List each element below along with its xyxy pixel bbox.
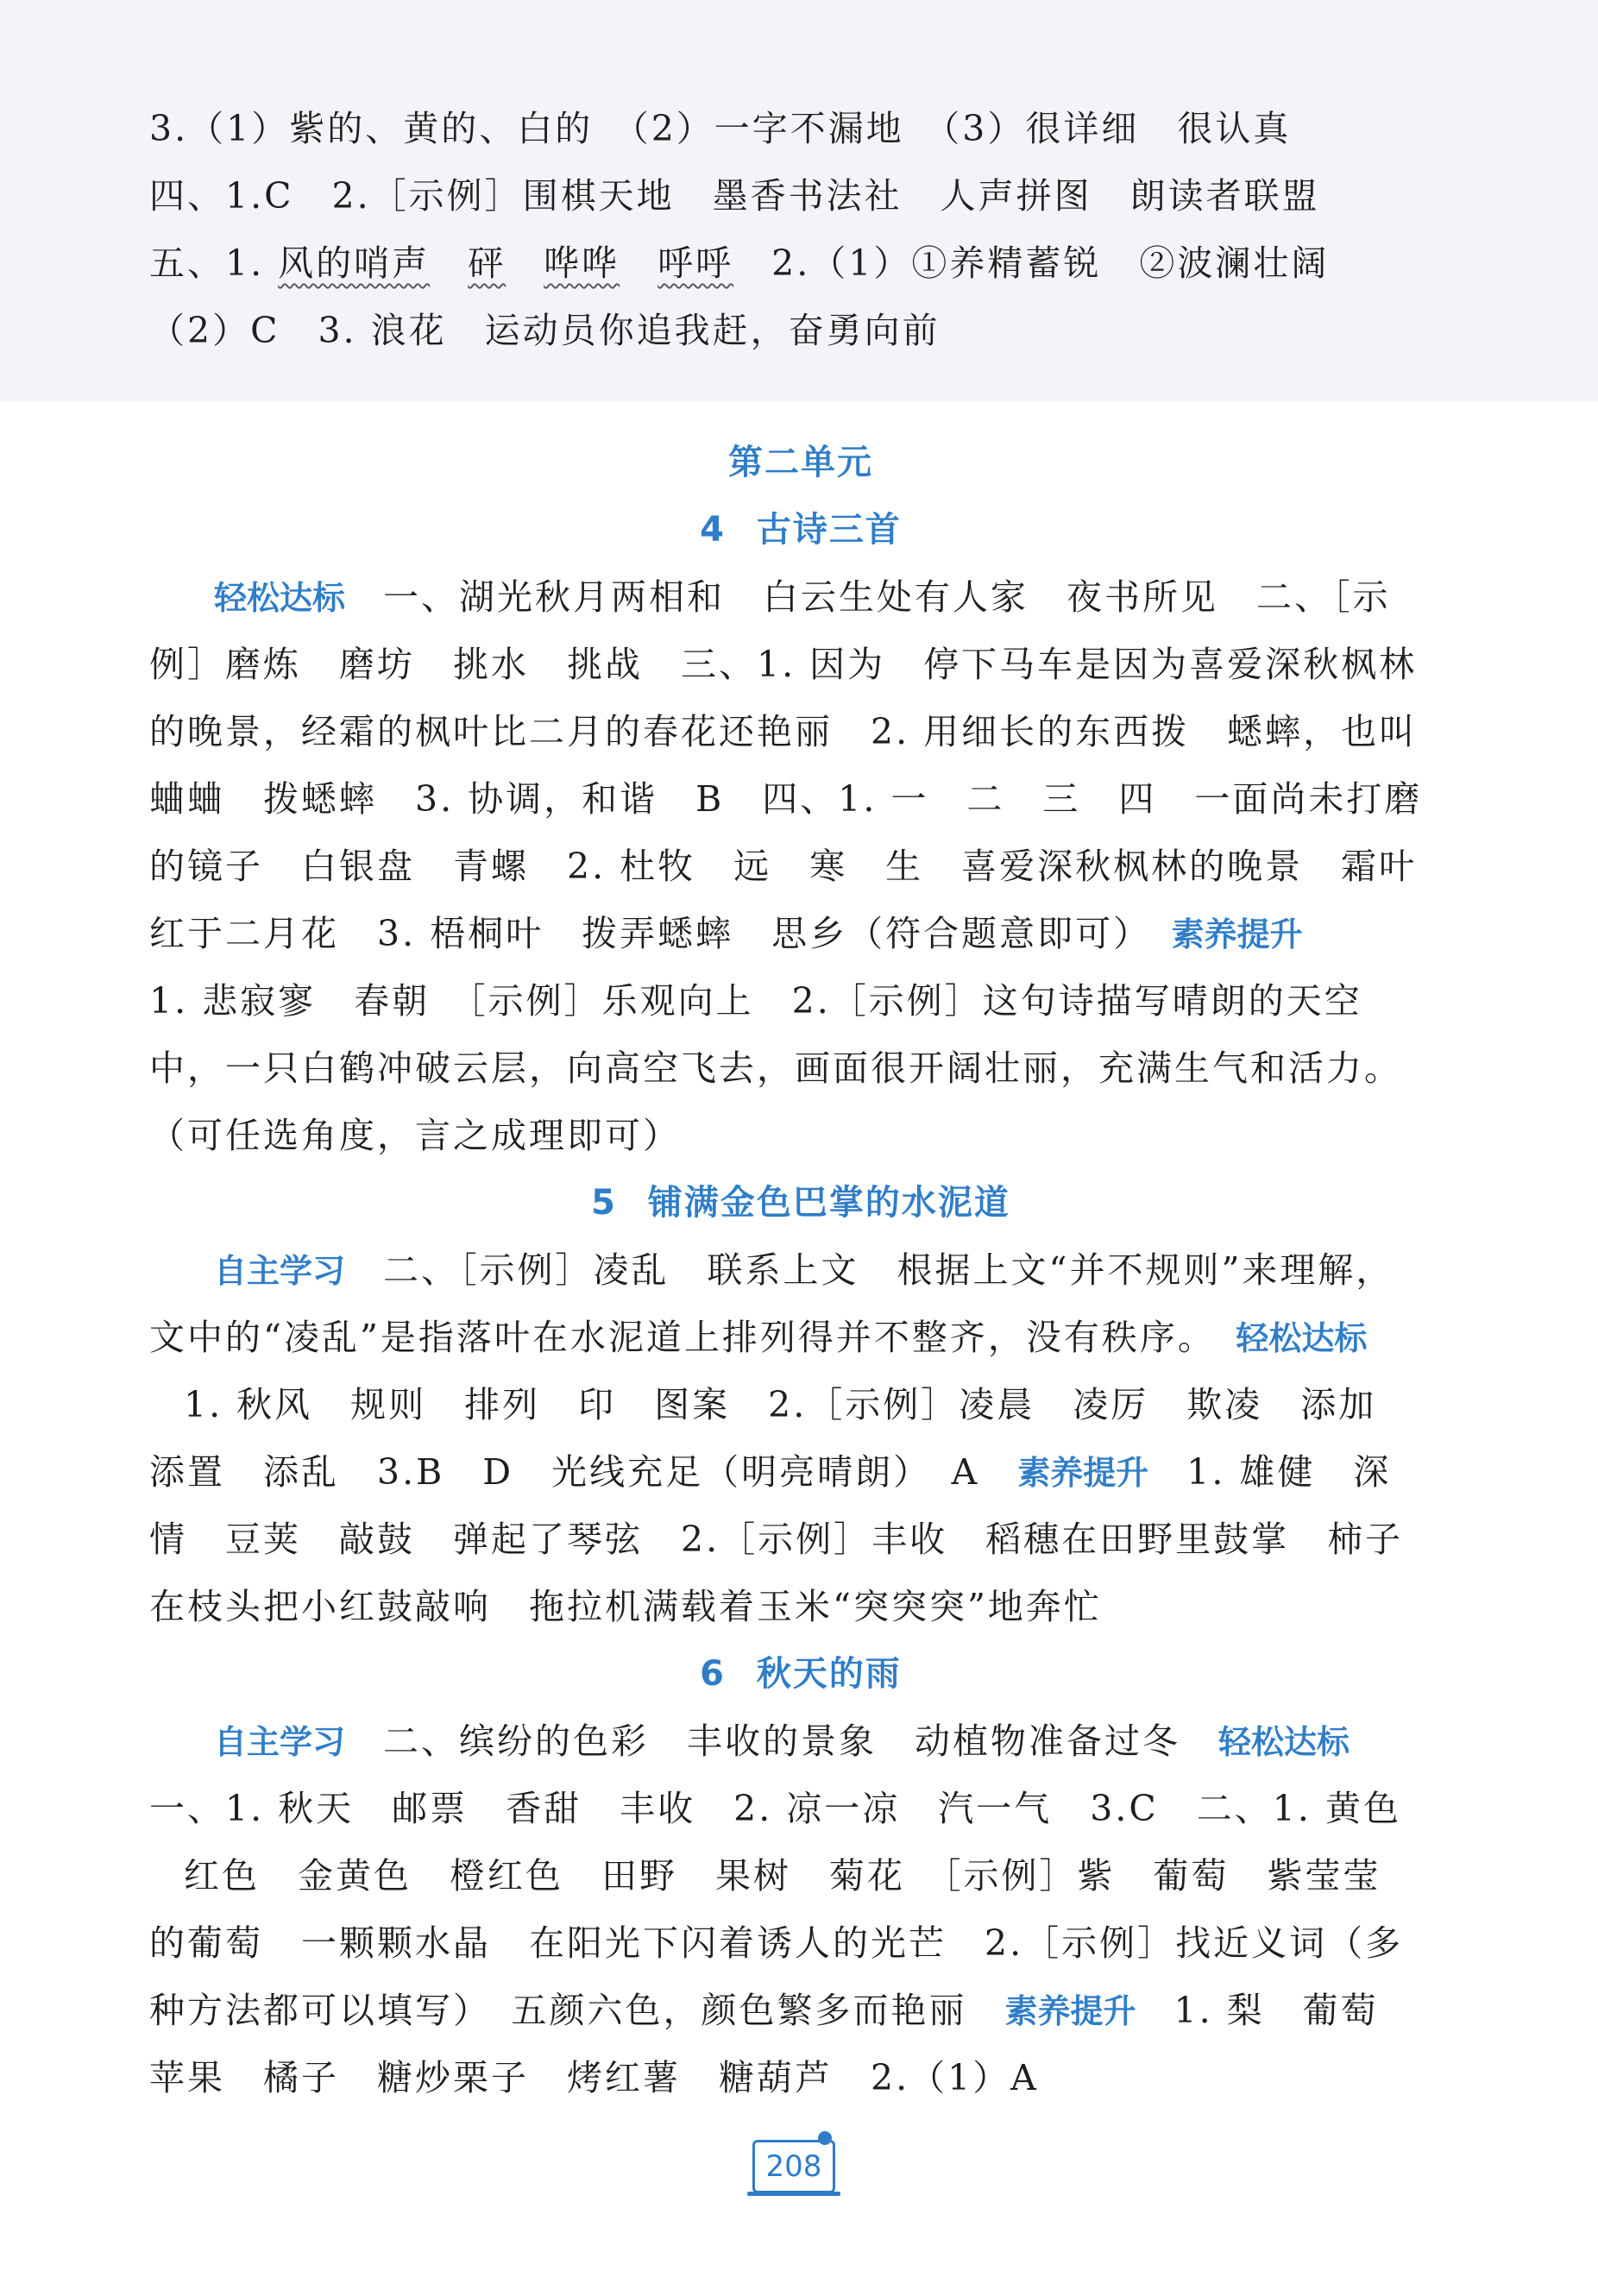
- section-tag: 素养提升: [1017, 1454, 1149, 1492]
- page-number-base-line: [747, 2192, 840, 2196]
- answer-text: 种方法都可以填写） 五颜六色，颜色繁多而艳丽: [149, 1990, 1005, 2031]
- answer-line: [149, 900, 1452, 967]
- answer-line: 在枝头把小红鼓敲响 拖拉机满载着玉米“突突突”地奔忙: [149, 1586, 1102, 1627]
- section-tag: 素养提升: [1171, 915, 1303, 953]
- answer-text: 五、1.: [149, 242, 279, 284]
- answer-line: 的镜子 白银盘 青螺 2. 杜牧 远 寒 生 喜爱深秋枫林的晚景 霜叶: [149, 846, 1418, 887]
- answer-text: 二、［示例］凌乱 联系上文 根据上文“并不规则”来理解，: [345, 1249, 1394, 1291]
- answer-text: 添置 添乱 3.B D 光线充足（明亮晴朗） A: [149, 1451, 1018, 1493]
- answer-line: 蛐蛐 拨蟋蟀 3. 协调，和谐 B 四、1. 一 二 三 四 一面尚未打磨: [149, 778, 1423, 820]
- onomatopoeia-answer: 哗哗: [544, 242, 620, 284]
- answer-line: 例］磨炼 磨坊 挑水 挑战 三、1. 因为 停下马车是因为喜爱深秋枫林: [149, 644, 1418, 685]
- lesson-name: 铺满金色巴掌的水泥道: [647, 1183, 1010, 1223]
- onomatopoeia-answer: 风的哨声: [278, 242, 431, 284]
- section-tag: 素养提升: [1004, 1992, 1136, 2030]
- answer-line: 红色 金黄色 橙红色 田野 果树 菊花 ［示例］紫 葡萄 紫莹莹: [184, 1855, 1381, 1897]
- answer-line: （可任选角度，言之成理即可）: [149, 1115, 681, 1156]
- page-number: 208: [752, 2140, 835, 2193]
- lesson-number: 6: [700, 1654, 726, 1694]
- answer-line: [149, 230, 1452, 297]
- answer-line: [149, 1304, 1452, 1371]
- answer-line: 情 豆荚 敲鼓 弹起了琴弦 2.［示例］丰收 稻穗在田野里鼓掌 柿子: [149, 1519, 1404, 1560]
- answer-line: 苹果 橘子 糖炒栗子 烤红薯 糖葫芦 2.（1）A: [149, 2057, 1039, 2098]
- answer-text: 二、缤纷的色彩 丰收的景象 动植物准备过冬: [345, 1720, 1219, 1762]
- section-tag: 轻松达标: [214, 579, 346, 617]
- lesson-title: [149, 496, 1452, 563]
- answer-line: 中，一只白鹤冲破云层，向高空飞去，画面很开阔壮丽，充满生气和活力。: [149, 1047, 1402, 1089]
- answer-line: [149, 1236, 1452, 1304]
- section-tag: 自主学习: [214, 1252, 346, 1290]
- onomatopoeia-answer: 呼呼: [657, 242, 734, 284]
- answer-line: （2）C 3. 浪花 运动员你追我赶，奋勇向前: [149, 310, 941, 351]
- answer-text: 1. 雄健 深: [1148, 1451, 1392, 1493]
- answer-text: 1. 梨 葡萄: [1136, 1990, 1379, 2031]
- answer-text: 一、湖光秋月两相和 白云生处有人家 夜书所见 二、［示: [345, 576, 1391, 618]
- lesson-name: 古诗三首: [756, 510, 902, 550]
- lesson-name: 秋天的雨: [756, 1654, 902, 1694]
- answer-line: 1. 悲寂寥 春朝 ［示例］乐观向上 2.［示例］这句诗描写晴朗的天空: [149, 980, 1362, 1022]
- answer-line: [149, 1438, 1452, 1506]
- answer-page: [149, 95, 1452, 2111]
- answer-line: 1. 秋风 规则 排列 印 图案 2.［示例］凌晨 凌厉 欺凌 添加: [184, 1384, 1377, 1425]
- section-tag: 轻松达标: [1218, 1723, 1350, 1761]
- lesson-number: 4: [700, 510, 726, 550]
- onomatopoeia-answer: 砰: [468, 242, 506, 284]
- answer-text: 红于二月花 3. 梧桐叶 拨弄蟋蟀 思乡（符合题意即可）: [149, 913, 1172, 954]
- answer-line: 一、1. 秋天 邮票 香甜 丰收 2. 凉一凉 汽一气 3.C 二、1. 黄色: [149, 1788, 1401, 1829]
- section-tag: 轻松达标: [1236, 1319, 1368, 1357]
- lesson-title: [149, 1169, 1452, 1236]
- answer-line: [149, 1977, 1452, 2044]
- answer-line: 3.（1）紫的、黄的、白的 （2）一字不漏地 （3）很详细 很认真: [149, 108, 1292, 149]
- answer-line: [149, 1708, 1452, 1775]
- lesson-number: 5: [591, 1183, 617, 1223]
- answer-line: [149, 563, 1452, 631]
- answer-line: 的晚景，经霜的枫叶比二月的春花还艳丽 2. 用细长的东西拨 蟋蟀，也叫: [149, 711, 1418, 752]
- lesson-title: [149, 1640, 1452, 1708]
- answer-text: 文中的“凌乱”是指落叶在水泥道上排列得并不整齐，没有秩序。: [149, 1317, 1236, 1358]
- section-tag: 自主学习: [214, 1723, 346, 1761]
- unit-title: 第二单元: [728, 443, 873, 482]
- answer-line: 四、1.C 2.［示例］围棋天地 墨香书法社 人声拼图 朗读者联盟: [149, 175, 1320, 217]
- answer-text: 2.（1）①养精蓄锐 ②波澜壮阔: [733, 242, 1330, 284]
- answer-line: 的葡萄 一颗颗水晶 在阳光下闪着诱人的光芒 2.［示例］找近义词（多: [149, 1922, 1404, 1964]
